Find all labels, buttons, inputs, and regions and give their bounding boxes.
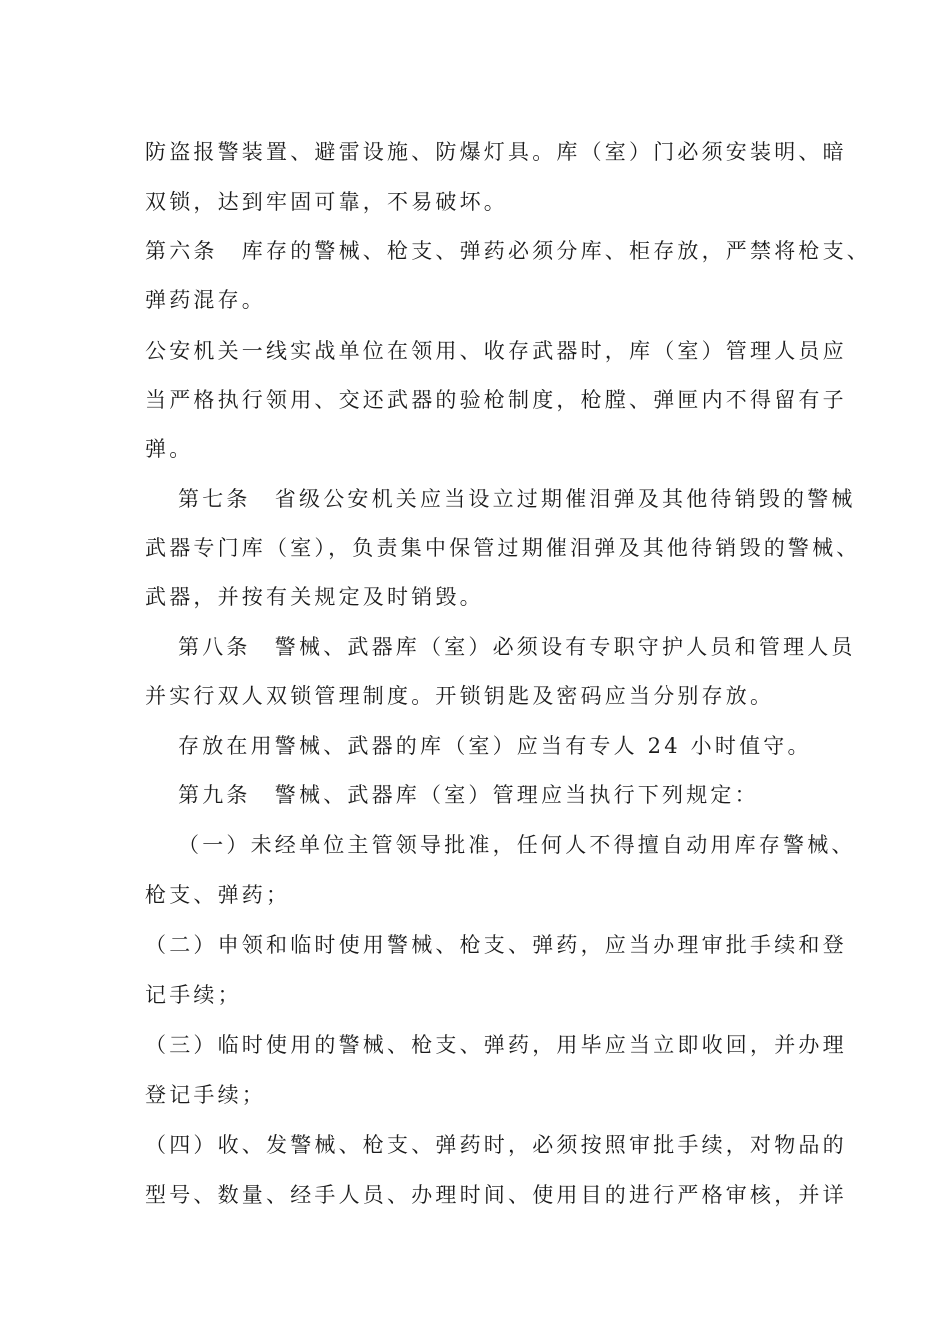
text-line: 型号、数量、经手人员、办理时间、使用目的进行严格审核，并详 bbox=[145, 1183, 847, 1207]
text-line: 登记手续； bbox=[145, 1083, 266, 1107]
article-9-heading: 第九条 警械、武器库（室）管理应当执行下列规定： bbox=[178, 783, 759, 807]
text-line: 防盗报警装置、避雷设施、防爆灯具。库（室）门必须安装明、暗 bbox=[145, 140, 847, 164]
text-line: 公安机关一线实战单位在领用、收存武器时，库（室）管理人员应 bbox=[145, 339, 847, 363]
text-line: 存放在用警械、武器的库（室）应当有专人 24 小时值守。 bbox=[178, 734, 812, 758]
list-item-2: （二）申领和临时使用警械、枪支、弹药，应当办理审批手续和登 bbox=[145, 933, 847, 957]
text-line: 武器，并按有关规定及时销毁。 bbox=[145, 585, 484, 609]
text-line: 武器专门库（室），负责集中保管过期催泪弹及其他待销毁的警械、 bbox=[145, 536, 861, 560]
list-item-3: （三）临时使用的警械、枪支、弹药，用毕应当立即收回，并办理 bbox=[145, 1033, 847, 1057]
article-6-heading: 第六条 库存的警械、枪支、弹药必须分库、柜存放，严禁将枪支、 bbox=[145, 239, 871, 263]
text-line: 并实行双人双锁管理制度。开锁钥匙及密码应当分别存放。 bbox=[145, 684, 775, 708]
list-item-1: （一）未经单位主管领导批准，任何人不得擅自动用库存警械、 bbox=[178, 833, 856, 857]
text-line: 弹药混存。 bbox=[145, 288, 266, 312]
text-line: 当严格执行领用、交还武器的验枪制度，枪膛、弹匣内不得留有子 bbox=[145, 388, 847, 412]
text-line: 弹。 bbox=[145, 437, 194, 461]
list-item-4: （四）收、发警械、枪支、弹药时，必须按照审批手续，对物品的 bbox=[145, 1133, 847, 1157]
text-line: 枪支、弹药； bbox=[145, 883, 291, 907]
text-line: 双锁，达到牢固可靠，不易破坏。 bbox=[145, 190, 508, 214]
article-7-heading: 第七条 省级公安机关应当设立过期催泪弹及其他待销毁的警械 bbox=[178, 487, 856, 511]
article-8-heading: 第八条 警械、武器库（室）必须设有专职守护人员和管理人员 bbox=[178, 635, 856, 659]
text-line: 记手续； bbox=[145, 983, 242, 1007]
